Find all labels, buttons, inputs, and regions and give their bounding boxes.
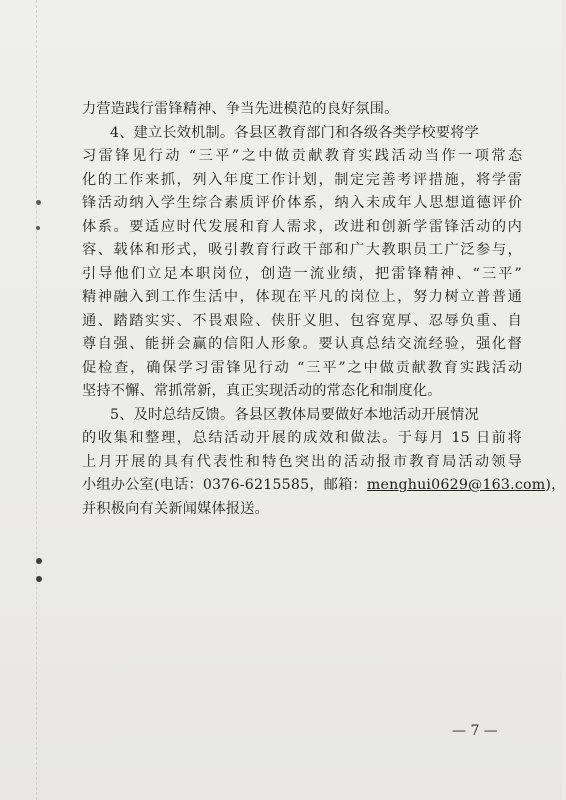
text-line: 体系。要适应时代发展和育人需求，改进和创新学雷锋活动的内: [82, 218, 522, 235]
contact-text-end: )，: [545, 477, 566, 493]
text-line: 习雷锋见行动 “三平”之中做贡献教育实践活动当作一项常态: [82, 148, 522, 164]
section-heading-line: 5、及时总结反馈。各县区教体局要做好本地活动开展情况: [110, 406, 479, 423]
email-link[interactable]: menghui0629@163.com: [366, 477, 546, 493]
contact-text: 小组办公室(电话：0376-6215585，邮箱：: [82, 477, 367, 493]
text-line: 坚持不懈、常抓常新，真正实现活动的常态化和制度化。: [82, 383, 442, 399]
document-body: [82, 98, 566, 521]
text-line: 的收集和整理，总结活动开展的成效和做法。于每月 15 日前将: [82, 430, 522, 446]
section-heading-line: 4、建立长效机制。各县区教育部门和各级各类学校要将学: [110, 124, 479, 141]
binding-hole-mark: [36, 558, 42, 564]
binding-hole-mark: [36, 200, 41, 205]
binding-hole-mark: [36, 576, 42, 582]
text-line: 精神融入到工作生活中，体现在平凡的岗位上，努力树立普普通: [82, 289, 522, 305]
page-number: — 7 —: [452, 723, 498, 739]
text-line: 上月开展的具有代表性和特色突出的活动报市教育局活动领导: [82, 453, 522, 470]
binding-margin-line: [36, 0, 37, 800]
text-line: 力营造践行雷锋精神、争当先进模范的良好氛围。: [82, 101, 399, 117]
text-line: 容、载体和形式，吸引教育行政干部和广大教职员工广泛参与，: [82, 242, 522, 258]
text-line: 促检查，确保学习雷锋见行动 “三平”之中做贡献教育实践活动: [82, 359, 522, 376]
text-line: 通、踏踏实实、不畏艰险、侠肝义胆、包容宽厚、忍辱负重、自: [82, 312, 522, 329]
text-line: 锋活动纳入学生综合素质评价体系，纳入未成年人思想道德评价: [82, 195, 522, 211]
text-line: 化的工作来抓，列入年度工作计划，制定完善考评措施，将学雷: [82, 171, 522, 188]
text-line: 引导他们立足本职岗位，创造一流业绩，把雷锋精神、“三平”: [82, 265, 522, 282]
text-line: 并积极向有关新闻媒体报送。: [82, 500, 270, 517]
text-line: 尊自强、能拼会赢的信阳人形象。要认真总结交流经验，强化督: [82, 336, 522, 352]
contact-line: [82, 474, 566, 498]
binding-hole-mark: [36, 226, 40, 230]
